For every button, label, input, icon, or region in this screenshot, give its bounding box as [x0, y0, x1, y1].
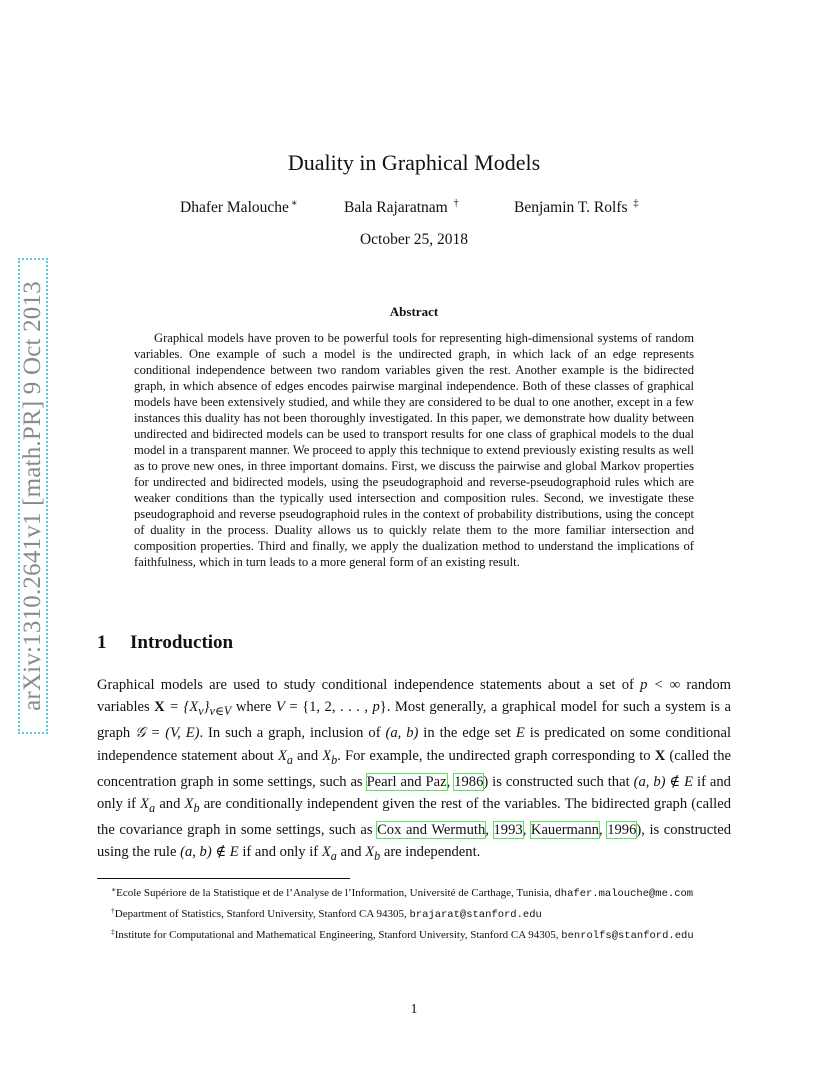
math: [322, 747, 338, 767]
citation-link-cox-wermuth[interactable]: Cox and Wermuth: [377, 821, 486, 838]
author-3: [514, 198, 638, 217]
math: (a, b) ∉ E: [180, 844, 239, 861]
text-run: is predicated on some conditional independence statement about: [97, 725, 731, 764]
math-sub: v∈V: [209, 704, 232, 719]
footnote-text: Ecole Supériore de la Statistique et de l’Analyse de l’Information, Université de Carthage, Tunisia,: [116, 887, 552, 899]
footnote-1: [97, 882, 731, 902]
text-run: ,: [522, 821, 531, 838]
author-name: Benjamin T. Rolfs: [514, 199, 628, 216]
math: [321, 844, 337, 864]
text-run: . Most generally, a graphical model for such a system is a graph: [97, 699, 731, 742]
footnote-mark: †: [111, 906, 115, 915]
footnote-text: Institute for Computational and Mathematical Engineering, Stanford University, Stanford CA 94305,: [114, 929, 559, 941]
section-heading: [97, 632, 233, 654]
math-part: X: [365, 844, 375, 861]
math-part: V: [275, 699, 285, 716]
text-run: where: [231, 699, 276, 716]
footnote-3: [97, 924, 731, 944]
math-part: X: [277, 747, 287, 764]
abstract-text: Graphical models have proven to be powerful tools for representing high-dimensional systems of random variables. One example of such a model is the undirected graph, in which lack of an edge represents conditional independence between two random variables given the rest. Another example is the bidirected graph, in which absence of edges encodes pairwise marginal independence. Both of these classes of graphical models have been extensively studied, and while they are considered to be dual to one another, except in a few instances this duality has not been thoroughly investigated. In this paper, we demonstrate how duality between undirected and bidirected models can be used to transport results for one class of graphical models to the dual model in a transparent manner. We proceed to apply this technique to extend previously existing results as well as to prove new ones, in three important domains. First, we discuss the pairwise and global Markov properties for undirected and bidirected models, using the pseudographoid and reverse-pseudographoid rules which are weaker conditions than the typically used intersection and composition rules. Second, we investigate these pseudographoid and reverse pseudographoid rules in the context of probability distributions, using the concept of duality in the process. Duality allows us to quickly relate them to the more familiar intersection and composition properties. Third and finally, we apply the dualization method to understand the implications of faithfulness, which in turn leads to a more general form of an existing result.: [134, 331, 694, 569]
paper-title: Duality in Graphical Models: [287, 150, 541, 175]
text-run: and: [336, 844, 366, 861]
text-run: . In such a graph, inclusion of: [199, 725, 386, 742]
citation-link-pearl-paz[interactable]: Pearl and Paz: [366, 773, 447, 790]
text-run: ) is constructed such that: [483, 773, 634, 790]
arxiv-identifier-stamp[interactable]: [18, 258, 48, 734]
math-part: X: [322, 747, 332, 764]
author-footnote-mark[interactable]: †: [453, 198, 459, 209]
citation-link-1993[interactable]: 1993: [493, 821, 523, 838]
math: p < ∞: [640, 677, 681, 693]
math-part: = {X: [164, 699, 199, 716]
introduction-paragraph: [97, 674, 731, 867]
math: [276, 699, 387, 715]
author-2: [344, 198, 459, 217]
text-run: ), is constructed using the rule: [97, 821, 732, 861]
text-run: are conditionally independent given the rest of the variables. The bidirected graph (called the covariance graph in some settings, such as: [97, 795, 731, 838]
footnote-2: [97, 903, 731, 923]
text-run: ,: [598, 821, 608, 838]
math: E: [515, 725, 525, 742]
math: [140, 795, 156, 815]
math-part: X: [140, 795, 150, 812]
text-run: ,: [485, 821, 494, 838]
math-part: X: [184, 795, 194, 812]
abstract-heading: Abstract: [389, 304, 439, 319]
text-run: and: [155, 795, 185, 812]
footnote-rule: [97, 878, 350, 879]
author-name: Dhafer Malouche: [180, 199, 289, 216]
author-1: [180, 198, 298, 217]
math: [184, 795, 200, 815]
math: (a, b): [385, 725, 419, 742]
math-sub: a: [149, 800, 156, 815]
footnotes: [97, 882, 731, 945]
text-run: and: [292, 747, 323, 764]
math: X: [654, 747, 666, 764]
citation-link-1996[interactable]: 1996: [607, 821, 637, 838]
math: X: [154, 699, 165, 716]
section-title: Introduction: [130, 632, 234, 653]
text-run: (called the concentration graph in some settings, such as: [97, 747, 731, 790]
text-run: in the edge set: [418, 725, 516, 742]
text-run: random variables: [97, 677, 731, 716]
text-run: ,: [446, 773, 455, 790]
math-part: }: [379, 699, 387, 716]
footnote-mark: ‡: [111, 927, 115, 936]
section-number: 1: [97, 632, 107, 653]
footnote-text: Department of Statistics, Stanford University, Stanford CA 94305,: [114, 908, 407, 920]
math: [164, 699, 232, 719]
text-run: are independent.: [380, 844, 481, 861]
text-run: Graphical models are used to study conditional independence statements about a set of: [97, 677, 641, 693]
math-sub: b: [331, 752, 338, 767]
footnote-email[interactable]: dhafer.malouche@me.com: [554, 888, 694, 900]
footnote-mark: ∗: [111, 885, 117, 894]
author-footnote-mark[interactable]: ‡: [633, 198, 639, 209]
text-run: . For example, the undirected graph corresponding to: [337, 747, 655, 764]
author-name: Bala Rajaratnam: [344, 199, 448, 216]
math-sub: b: [193, 800, 200, 815]
text-run: if and only if: [238, 844, 322, 861]
text-run: if and only if: [97, 773, 731, 812]
math: [365, 844, 381, 864]
math-part: X: [321, 844, 331, 861]
citation-link-kauermann[interactable]: Kauermann: [530, 821, 599, 838]
math-sub: v: [198, 704, 204, 719]
footnote-email[interactable]: benrolfs@stanford.edu: [561, 930, 694, 942]
paper-date: October 25, 2018: [359, 231, 469, 248]
arxiv-stamp-text: arXiv:1310.2641v1 [math.PR] 9 Oct 2013: [19, 281, 46, 711]
math-part: p: [372, 699, 380, 716]
page-number: 1: [410, 1002, 418, 1017]
math-sub: a: [286, 752, 293, 767]
footnote-email[interactable]: brajarat@stanford.edu: [409, 909, 542, 921]
math: 𝒢 = (V, E): [135, 725, 200, 742]
citation-link-1986[interactable]: 1986: [454, 773, 484, 790]
math-part: }: [203, 699, 210, 716]
math: (a, b) ∉ E: [633, 773, 694, 790]
math-sub: a: [330, 849, 337, 864]
math-sub: b: [374, 849, 381, 864]
math: [277, 747, 293, 767]
math-part: = {1, 2, . . . ,: [284, 699, 373, 716]
author-footnote-mark[interactable]: ∗: [290, 198, 298, 209]
